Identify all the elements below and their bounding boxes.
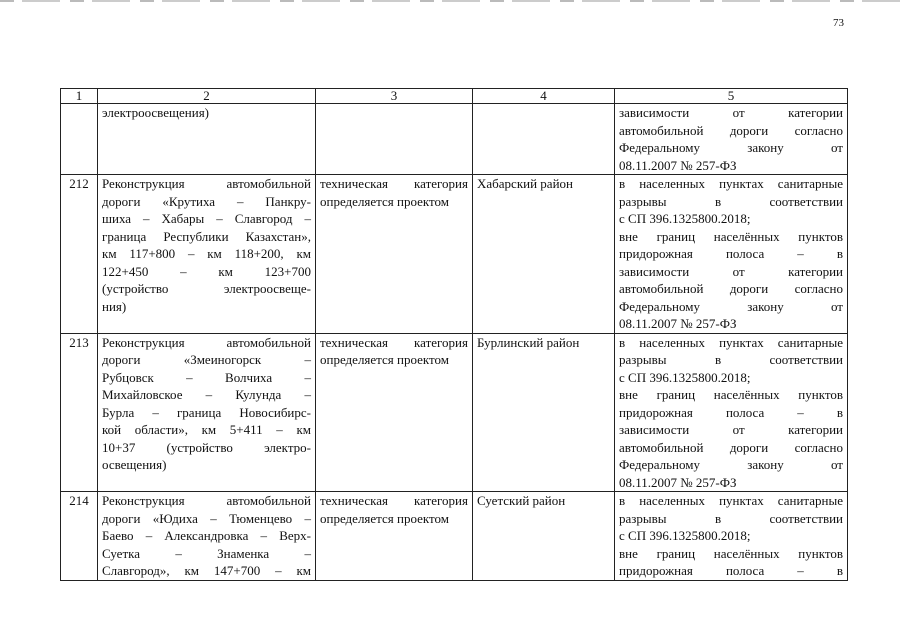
zone-line: автомобильной дороги согласно: [619, 439, 843, 455]
page-number: 73: [833, 17, 844, 29]
description-line: 10+37 (устройство электро-: [102, 439, 311, 455]
description-line: дороги «Крутиха – Панкру-: [102, 193, 311, 209]
zone-line: в населенных пунктах санитарные: [619, 493, 843, 508]
table-row: [61, 492, 848, 581]
object-description-cell: [98, 104, 316, 175]
header-col-1: 1: [61, 89, 98, 104]
zone-line: вне границ населённых пунктов: [619, 545, 843, 561]
scan-top-edge: [0, 0, 905, 2]
zone-description-cell: [615, 175, 848, 334]
category-cell: техническая категория определяется проектом: [316, 492, 473, 581]
header-col-3: 3: [316, 89, 473, 104]
description-line: Реконструкция автомобильной: [102, 493, 311, 508]
zone-description-cell: [615, 492, 848, 581]
row-number: 214: [61, 492, 98, 581]
zone-line: Федеральному закону от: [619, 140, 843, 155]
zone-line: разрывы в соответствии: [619, 193, 843, 209]
zone-line: автомобильной дороги согласно: [619, 281, 843, 296]
zone-line: зависимости от категории: [619, 105, 843, 120]
description-line: ния): [102, 298, 127, 314]
zone-line: с СП 396.1325800.2018;: [619, 211, 751, 226]
zone-line: зависимости от категории: [619, 263, 843, 279]
category-cell: техническая категория определяется проектом: [316, 175, 473, 334]
header-col-5: 5: [615, 89, 848, 104]
zone-line: зависимости от категории: [619, 422, 843, 437]
description-line: Славгород», км 147+700 – км: [102, 563, 311, 578]
object-description-text: электроосвещения): [102, 105, 210, 120]
description-line: граница Республики Казахстан»,: [102, 228, 311, 244]
object-description-cell: [98, 492, 316, 581]
description-line: Реконструкция автомобильной: [102, 334, 311, 350]
zone-line: разрывы в соответствии: [619, 510, 843, 526]
category-cell: [316, 104, 473, 175]
zone-line: с СП 396.1325800.2018;: [619, 369, 751, 385]
zone-description-cell: [615, 104, 848, 175]
zone-line: разрывы в соответствии: [619, 352, 843, 367]
description-line: Суетка – Знаменка –: [102, 545, 311, 561]
zone-line: Федеральному закону от: [619, 298, 843, 314]
zone-line: 08.11.2007 № 257-ФЗ: [619, 157, 737, 173]
zone-line: в населенных пунктах санитарные: [619, 176, 843, 191]
description-line: Михайловское – Кулунда –: [102, 387, 311, 402]
table-row: [61, 175, 848, 334]
description-line: дороги «Юдиха – Тюменцево –: [102, 510, 311, 526]
description-line: кой области», км 5+411 – км: [102, 422, 311, 437]
district-cell: Хабарский район: [473, 175, 615, 334]
description-line: шиха – Хабары – Славгород –: [102, 211, 311, 226]
row-number-cell: [61, 104, 98, 175]
description-line: км 117+800 – км 118+200, км: [102, 246, 311, 261]
zone-line: придорожная полоса – в: [619, 404, 843, 420]
zone-line: придорожная полоса – в: [619, 246, 843, 261]
zone-line: с СП 396.1325800.2018;: [619, 528, 751, 543]
zone-line: вне границ населённых пунктов: [619, 387, 843, 402]
description-line: дороги «Змеиногорск –: [102, 352, 311, 367]
district-cell: Суетский район: [473, 492, 615, 581]
row-number: 212: [61, 175, 98, 334]
object-description-cell: [98, 333, 316, 492]
zone-line: 08.11.2007 № 257-ФЗ: [619, 474, 737, 490]
zone-line: вне границ населённых пунктов: [619, 228, 843, 244]
description-line: Бурла – граница Новосибирс-: [102, 404, 311, 420]
category-cell: техническая категория определяется проектом: [316, 333, 473, 492]
planning-table: [60, 88, 848, 581]
description-line: 122+450 – км 123+700: [102, 263, 311, 279]
row-number: 213: [61, 333, 98, 492]
zone-line: 08.11.2007 № 257-ФЗ: [619, 316, 737, 331]
header-col-2: 2: [98, 89, 316, 104]
district-cell: Бурлинский район: [473, 333, 615, 492]
description-line: Рубцовск – Волчиха –: [102, 369, 311, 385]
description-line: (устройство электроосвеще-: [102, 281, 311, 296]
table-header-row: [61, 89, 848, 104]
zone-line: Федеральному закону от: [619, 457, 843, 472]
table-row: [61, 333, 848, 492]
description-line: освещения): [102, 457, 167, 472]
table-row-continuation: [61, 104, 848, 175]
description-line: Реконструкция автомобильной: [102, 176, 311, 191]
zone-line: в населенных пунктах санитарные: [619, 334, 843, 350]
description-line: Баево – Александровка – Верх-: [102, 528, 311, 543]
header-col-4: 4: [473, 89, 615, 104]
zone-line: придорожная полоса – в: [619, 563, 843, 578]
zone-description-cell: [615, 333, 848, 492]
object-description-cell: [98, 175, 316, 334]
zone-line: автомобильной дороги согласно: [619, 122, 843, 138]
district-cell: [473, 104, 615, 175]
